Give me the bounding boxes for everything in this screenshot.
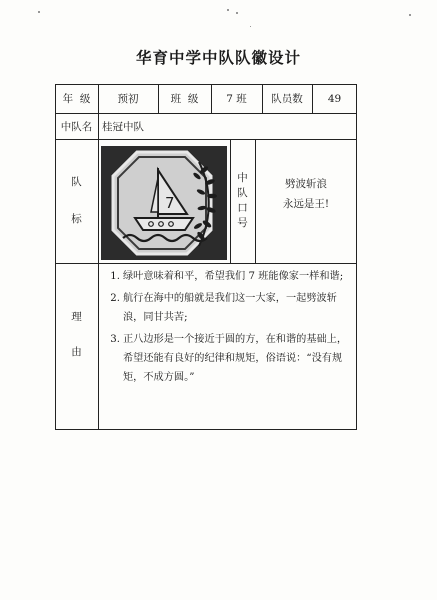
reason-item (106, 330, 350, 387)
motto-label-char: 队 (237, 186, 248, 199)
reason-number: 1. (110, 271, 120, 282)
scan-speck (38, 11, 40, 13)
class-value: 7 班 (226, 93, 247, 105)
motto-line: 劈波斩浪 (285, 178, 327, 191)
motto-text (255, 160, 357, 230)
motto-label-char: 中 (237, 171, 248, 184)
motto-label-char: 号 (237, 217, 248, 230)
reason-item (106, 289, 350, 327)
emblem-label (55, 139, 98, 263)
reason-label (55, 305, 98, 365)
grade-value: 预初 (117, 93, 139, 105)
page-title: 华育中学中队队徽设计 (135, 49, 301, 67)
reason-text: 航行在海中的船就是我们这一大家，一起劈波斩浪，同甘共苦; (123, 293, 337, 323)
row-divider (55, 113, 357, 114)
emblem-number: 7 (165, 194, 175, 212)
reason-text: 绿叶意味着和平，希望我们 7 班能像家一样和谐; (123, 271, 344, 282)
reason-list (106, 267, 350, 387)
class-label: 班 级 (170, 93, 199, 105)
scan-speck (250, 26, 251, 27)
name-value: 桂冠中队 (102, 120, 144, 133)
scan-speck (236, 12, 238, 14)
members-value: 49 (327, 92, 342, 105)
reason-number: 3. (110, 334, 120, 345)
members-label: 队员数 (271, 93, 303, 105)
emblem-drawing (101, 146, 227, 260)
motto-line: 永远是王! (282, 198, 330, 210)
emblem-label-char: 标 (71, 213, 82, 225)
motto-label-char: 口 (237, 202, 248, 214)
col-divider (98, 84, 99, 430)
reason-number: 2. (110, 293, 120, 304)
reason-label-char: 理 (71, 311, 82, 324)
grade-label: 年 级 (62, 93, 91, 105)
row-divider (55, 139, 357, 140)
scan-speck (409, 14, 411, 16)
ship-hull (135, 218, 193, 230)
reason-text: 正八边形是一个接近于圆的方，在和谐的基础上，希望还能有良好的纪律和规矩，俗语说：“没有规矩，不成方圆。” (123, 334, 348, 383)
emblem-image (101, 146, 227, 260)
reason-item (106, 267, 350, 286)
reason-label-char: 由 (71, 346, 82, 358)
name-label: 中队名 (60, 120, 93, 133)
emblem-label-char: 队 (71, 176, 82, 189)
scan-speck (227, 9, 229, 11)
row-divider (55, 263, 357, 264)
motto-label (230, 139, 255, 263)
